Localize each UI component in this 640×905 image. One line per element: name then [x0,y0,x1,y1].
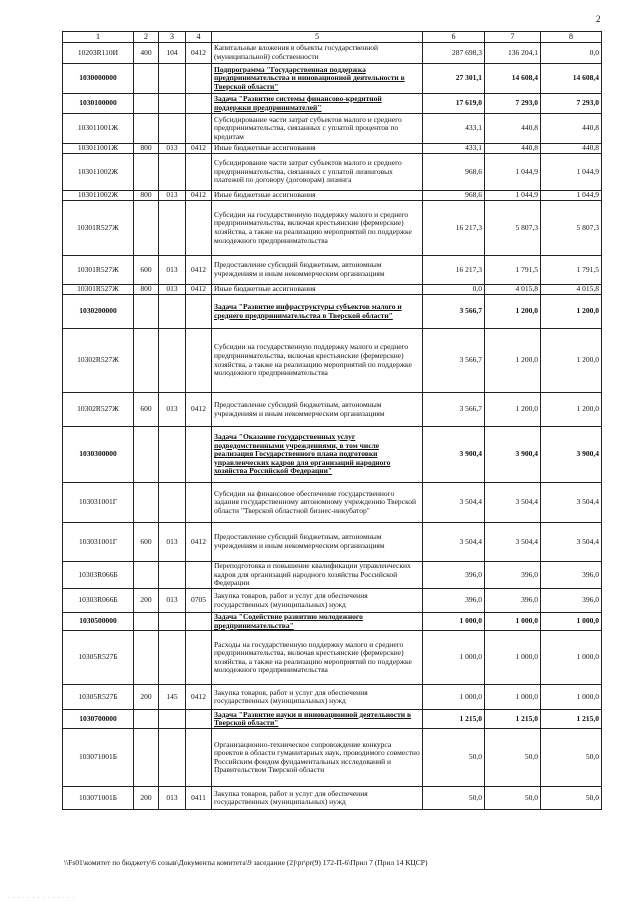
row-kvr [134,154,159,191]
row-admin-code [159,295,186,329]
row-value-col8: 3 900,4 [541,427,602,483]
row-kvr [134,729,159,787]
row-name: Задача "Развитие системы финансово-кредитной поддержки предпринимателей" [212,94,423,114]
table-row [63,144,602,154]
row-admin-code [159,427,186,483]
row-code: 103031001Г [63,523,134,562]
row-value-col8: 5 807,3 [541,201,602,256]
row-value-col6: 50,0 [423,787,485,810]
row-section-code [186,94,212,114]
row-kvr [134,613,159,631]
row-value-col6: 3 504,4 [423,483,485,523]
row-value-col7: 4 015,8 [485,285,541,295]
row-value-col6: 433,1 [423,144,485,154]
row-section-code [186,729,212,787]
table-row [63,483,602,523]
table-row [63,154,602,191]
row-section-code: 0412 [186,144,212,154]
row-value-col7: 3 504,4 [485,523,541,562]
row-code: 103011001Ж [63,144,134,154]
row-value-col7: 50,0 [485,729,541,787]
row-code: 10302R527Ж [63,329,134,393]
table-row [63,589,602,613]
table-row [63,191,602,201]
row-kvr: 800 [134,144,159,154]
row-code: 103011002Ж [63,191,134,201]
file-path-footer: \\Fs01\комитет по бюджету\6 созыв\Документы комитета\9 заседание (2)\pr\pr(9) 172-П-6\Прил 7 (Прил 14 КЦСР) [64,858,428,867]
row-value-col6: 17 619,0 [423,94,485,114]
row-value-col8: 1 200,0 [541,329,602,393]
row-value-col8: 4 015,8 [541,285,602,295]
row-code: 1030700000 [63,710,134,729]
row-code: 10305R527Б [63,685,134,710]
row-admin-code [159,613,186,631]
row-code: 10302R527Ж [63,393,134,427]
table-row [63,523,602,562]
row-value-col6: 396,0 [423,589,485,613]
row-admin-code [159,631,186,685]
row-name: Задача "Оказание государственных услуг подведомственными учреждениями, в том числе реализация Государственного плана подготовки управленческих кадров для организаций народного хозяйства Российской Федерации" [212,427,423,483]
row-value-col6: 1 000,0 [423,613,485,631]
row-value-col7: 7 293,0 [485,94,541,114]
row-name: Субсидии на государственную поддержку малого и среднего предпринимательства, включая крестьянские (фермерские) хозяйства, а также на реализацию мероприятий по поддержке молодежного предпринимательства [212,329,423,393]
row-value-col8: 1 044,9 [541,191,602,201]
row-value-col8: 396,0 [541,562,602,589]
row-value-col6: 287 698,3 [423,43,485,64]
table-row [63,613,602,631]
row-code: 10203R110И [63,43,134,64]
row-value-col8: 1 000,0 [541,631,602,685]
row-value-col8: 1 000,0 [541,685,602,710]
row-section-code: 0412 [186,191,212,201]
row-value-col8: 7 293,0 [541,94,602,114]
row-admin-code: 104 [159,43,186,64]
row-value-col6: 3 900,4 [423,427,485,483]
row-section-code [186,562,212,589]
row-admin-code [159,710,186,729]
row-name: Задача "Содействие развитию молодежного предпринимательства" [212,613,423,631]
row-value-col7: 136 204,1 [485,43,541,64]
row-name: Предоставление субсидий бюджетным, автономным учреждениям и иным некоммерческим организациям [212,393,423,427]
row-value-col8: 440,8 [541,114,602,144]
row-name: Закупка товаров, работ и услуг для обеспечения государственных (муниципальных) нужд [212,685,423,710]
row-kvr [134,201,159,256]
row-value-col6: 968,6 [423,154,485,191]
row-section-code [186,613,212,631]
table-row [63,729,602,787]
row-value-col7: 5 807,3 [485,201,541,256]
row-value-col7: 440,8 [485,114,541,144]
row-name: Задача "Развитие инфраструктуры субъектов малого и среднего предпринимательства в Тверской области" [212,295,423,329]
row-value-col7: 396,0 [485,562,541,589]
row-kvr: 600 [134,393,159,427]
column-header: 2 [134,32,159,43]
row-kvr: 800 [134,191,159,201]
row-section-code: 0412 [186,393,212,427]
row-code: 1030200000 [63,295,134,329]
row-value-col6: 1 215,0 [423,710,485,729]
table-row [63,43,602,64]
table-row [63,256,602,285]
row-name: Предоставление субсидий бюджетным, автономным учреждениям и иным некоммерческим организациям [212,523,423,562]
row-section-code: 0705 [186,589,212,613]
row-section-code: 0412 [186,256,212,285]
table-header-row [63,32,602,43]
row-value-col8: 1 791,5 [541,256,602,285]
row-name: Субсидии на финансовое обеспечение государственного задания государственному автономному учреждению Тверской области "Тверской областной бизнес-инкубатор" [212,483,423,523]
row-value-col6: 27 301,1 [423,64,485,94]
row-code: 1030300000 [63,427,134,483]
row-value-col8: 50,0 [541,787,602,810]
table-row [63,94,602,114]
row-value-col6: 16 217,3 [423,256,485,285]
table-row [63,393,602,427]
row-value-col6: 3 566,7 [423,393,485,427]
row-value-col6: 433,1 [423,114,485,144]
row-value-col8: 0,0 [541,43,602,64]
row-kvr: 600 [134,256,159,285]
row-kvr [134,483,159,523]
row-name: Капитальные вложения в объекты государственной (муниципальной) собственности [212,43,423,64]
row-admin-code: 013 [159,256,186,285]
row-value-col8: 3 504,4 [541,523,602,562]
row-value-col8: 14 608,4 [541,64,602,94]
row-value-col7: 3 900,4 [485,427,541,483]
row-value-col7: 1 000,0 [485,613,541,631]
row-kvr: 800 [134,285,159,295]
row-admin-code [159,94,186,114]
row-section-code [186,154,212,191]
row-value-col6: 3 504,4 [423,523,485,562]
row-section-code: 0412 [186,285,212,295]
row-kvr [134,562,159,589]
row-section-code [186,631,212,685]
row-code: 10301R527Ж [63,201,134,256]
row-value-col7: 14 608,4 [485,64,541,94]
row-value-col6: 16 217,3 [423,201,485,256]
row-kvr [134,64,159,94]
row-kvr: 200 [134,589,159,613]
row-value-col8: 396,0 [541,589,602,613]
row-admin-code: 013 [159,144,186,154]
table-row [63,427,602,483]
row-kvr: 200 [134,685,159,710]
row-kvr [134,329,159,393]
row-code: 10301R527Ж [63,256,134,285]
row-code: 10303R066Б [63,562,134,589]
column-header: 7 [485,32,541,43]
row-value-col8: 1 200,0 [541,393,602,427]
row-value-col7: 1 791,5 [485,256,541,285]
page-number: 2 [596,14,601,24]
row-name: Субсидирование части затрат субъектов малого и среднего предпринимательства, связанных с уплатой лизинговых платежей по договору (договорам) лизинга [212,154,423,191]
column-header: 1 [63,32,134,43]
row-name: Иные бюджетные ассигнования [212,191,423,201]
row-admin-code [159,154,186,191]
row-section-code: 0411 [186,787,212,810]
row-kvr: 200 [134,787,159,810]
row-section-code: 0412 [186,685,212,710]
row-code: 103011001Ж [63,114,134,144]
row-admin-code: 013 [159,191,186,201]
row-name: Подпрограмма "Государственная поддержка предпринимательства и инновационной деятельности в Тверской области" [212,64,423,94]
row-name: Задача "Развитие науки и инновационной деятельности в Тверской области" [212,710,423,729]
row-kvr [134,427,159,483]
row-name: Переподготовка и повышение квалификации управленческих кадров для организаций народного хозяйства Российской Федерации [212,562,423,589]
row-value-col6: 3 566,7 [423,329,485,393]
row-value-col6: 396,0 [423,562,485,589]
row-kvr [134,295,159,329]
row-value-col8: 440,8 [541,144,602,154]
table-row [63,685,602,710]
row-admin-code: 013 [159,285,186,295]
table-row [63,562,602,589]
row-value-col6: 1 000,0 [423,631,485,685]
row-section-code [186,427,212,483]
row-value-col7: 1 200,0 [485,295,541,329]
row-value-col8: 1 044,9 [541,154,602,191]
row-code: 103071001Б [63,787,134,810]
row-value-col7: 1 200,0 [485,393,541,427]
row-kvr: 600 [134,523,159,562]
row-code: 10305R527Б [63,631,134,685]
row-name: Расходы на государственную поддержку малого и среднего предпринимательства, включая крестьянские (фермерские) хозяйства, а также на реализацию мероприятий по поддержке молодежного предпринимательства [212,631,423,685]
row-value-col8: 3 504,4 [541,483,602,523]
row-name: Предоставление субсидий бюджетным, автономным учреждениям и иным некоммерческим организациям [212,256,423,285]
row-section-code: 0412 [186,43,212,64]
table-row [63,295,602,329]
row-section-code [186,64,212,94]
row-section-code [186,114,212,144]
row-admin-code [159,114,186,144]
row-admin-code: 013 [159,393,186,427]
row-admin-code [159,483,186,523]
row-value-col7: 1 200,0 [485,329,541,393]
row-admin-code [159,329,186,393]
bottom-marks: . . . . . . . . . . . . . . [8,894,76,900]
row-admin-code: 013 [159,589,186,613]
row-section-code [186,201,212,256]
table-row [63,631,602,685]
table-row [63,201,602,256]
row-name: Организационно-техническое сопровождение конкурса проектов в области гуманитарных наук, проводимого совместно Российским фондом фундаментальных исследований и Правительством Тверской области [212,729,423,787]
column-header: 6 [423,32,485,43]
row-code: 103071001Б [63,729,134,787]
row-name: Иные бюджетные ассигнования [212,285,423,295]
row-admin-code [159,201,186,256]
table-row [63,710,602,729]
row-section-code [186,295,212,329]
row-value-col7: 1 000,0 [485,631,541,685]
row-admin-code [159,729,186,787]
row-value-col6: 968,6 [423,191,485,201]
column-header: 4 [186,32,212,43]
row-kvr [134,114,159,144]
column-header: 5 [212,32,423,43]
row-code: 10303R066Б [63,589,134,613]
row-value-col6: 3 566,7 [423,295,485,329]
row-name: Субсидии на государственную поддержку малого и среднего предпринимательства, включая крестьянские (фермерские) хозяйства, а также на реализацию мероприятий по поддержке молодежного предпринимательства [212,201,423,256]
row-admin-code: 013 [159,787,186,810]
row-value-col6: 1 000,0 [423,685,485,710]
row-value-col7: 440,8 [485,144,541,154]
row-value-col8: 1 200,0 [541,295,602,329]
row-value-col7: 50,0 [485,787,541,810]
row-value-col8: 50,0 [541,729,602,787]
row-value-col7: 1 000,0 [485,685,541,710]
row-section-code: 0412 [186,523,212,562]
row-value-col7: 396,0 [485,589,541,613]
row-name: Закупка товаров, работ и услуг для обеспечения государственных (муниципальных) нужд [212,589,423,613]
table-row [63,114,602,144]
row-name: Субсидирование части затрат субъектов малого и среднего предпринимательства, связанных с уплатой процентов по кредитам [212,114,423,144]
row-name: Иные бюджетные ассигнования [212,144,423,154]
table-row [63,64,602,94]
row-admin-code [159,64,186,94]
row-code: 103011002Ж [63,154,134,191]
row-kvr [134,631,159,685]
row-code: 1030500000 [63,613,134,631]
row-section-code [186,710,212,729]
row-admin-code [159,562,186,589]
row-code: 10301R527Ж [63,285,134,295]
row-code: 1030000000 [63,64,134,94]
row-code: 103031001Г [63,483,134,523]
row-section-code [186,329,212,393]
row-value-col7: 1 044,9 [485,154,541,191]
table-row [63,285,602,295]
row-value-col6: 0,0 [423,285,485,295]
row-kvr: 400 [134,43,159,64]
budget-table [62,31,602,810]
row-kvr [134,94,159,114]
column-header: 3 [159,32,186,43]
table-row [63,787,602,810]
row-admin-code: 145 [159,685,186,710]
row-kvr [134,710,159,729]
row-value-col7: 1 044,9 [485,191,541,201]
row-code: 1030100000 [63,94,134,114]
row-name: Закупка товаров, работ и услуг для обеспечения государственных (муниципальных) нужд [212,787,423,810]
row-section-code [186,483,212,523]
row-admin-code: 013 [159,523,186,562]
row-value-col8: 1 000,0 [541,613,602,631]
row-value-col7: 1 215,0 [485,710,541,729]
row-value-col7: 3 504,4 [485,483,541,523]
row-value-col8: 1 215,0 [541,710,602,729]
column-header: 8 [541,32,602,43]
table-row [63,329,602,393]
row-value-col6: 50,0 [423,729,485,787]
